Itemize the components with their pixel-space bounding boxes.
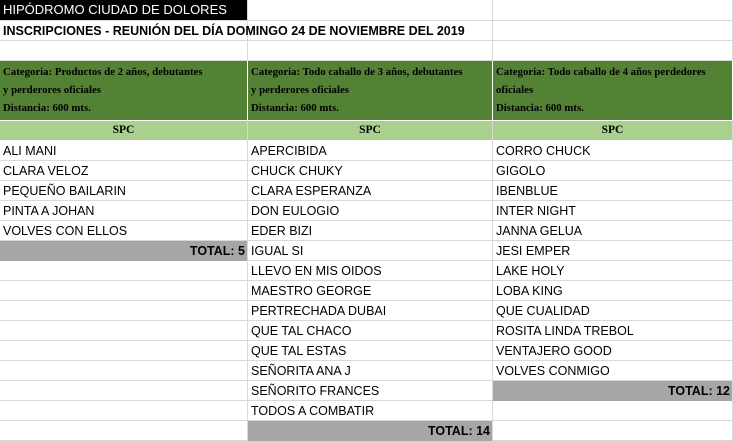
entry-cell[interactable]: CORRO CHUCK [496,144,591,158]
entry-cell[interactable]: VENTAJERO GOOD [496,344,612,358]
sheet-title[interactable]: HIPÓDROMO CIUDAD DE DOLORES [0,0,247,20]
entry-cell[interactable]: DON EULOGIO [251,204,340,218]
total-cell[interactable]: TOTAL: 14 [248,421,492,441]
category-line: Distancia: 600 mts. [3,102,91,114]
entry-cell[interactable]: PINTA A JOHAN [3,204,95,218]
entry-cell[interactable]: INTER NIGHT [496,204,576,218]
entry-cell[interactable]: QUE TAL CHACO [251,324,352,338]
entry-cell[interactable]: QUE TAL ESTAS [251,344,347,358]
spc-header-3[interactable]: SPC [493,121,733,140]
entry-cell[interactable]: LLEVO EN MIS OIDOS [251,264,382,278]
entry-cell[interactable]: ALI MANI [3,144,57,158]
entry-cell[interactable]: IBENBLUE [496,184,558,198]
entry-cell[interactable]: QUE CUALIDAD [496,304,590,318]
category-line: Categoria: Todo caballo de 3 años, debutantes [251,66,463,78]
category-header-1[interactable] [0,61,248,120]
entry-cell[interactable]: CHUCK CHUKY [251,164,343,178]
total-cell[interactable]: TOTAL: 12 [493,381,732,401]
entry-cell[interactable]: PERTRECHADA DUBAI [251,304,387,318]
total-cell[interactable]: TOTAL: 5 [0,241,247,261]
spc-header-1[interactable]: SPC [0,121,248,140]
entry-cell[interactable]: LAKE HOLY [496,264,565,278]
category-line: y perderores oficiales [251,84,349,96]
category-line: Categoria: Todo caballo de 4 años perdedores [496,66,706,78]
category-line: Distancia: 600 mts. [251,102,339,114]
category-line: Categoria: Productos de 2 años, debutantes [3,66,203,78]
entry-cell[interactable]: APERCIBIDA [251,144,327,158]
entry-cell[interactable]: JANNA GELUA [496,224,583,238]
entry-cell[interactable]: CLARA VELOZ [3,164,89,178]
entry-cell[interactable]: LOBA KING [496,284,563,298]
entry-cell[interactable]: SEÑORITA ANA J [251,364,351,378]
entry-cell[interactable]: SEÑORITO FRANCES [251,384,380,398]
category-line: oficiales [496,84,534,96]
category-line: Distancia: 600 mts. [496,102,584,114]
category-header-3[interactable] [493,61,733,120]
entry-cell[interactable]: IGUAL SI [251,244,304,258]
entry-cell[interactable]: CLARA ESPERANZA [251,184,372,198]
entry-cell[interactable]: PEQUEÑO BAILARIN [3,184,126,198]
entry-cell[interactable]: TODOS A COMBATIR [251,404,375,418]
entry-cell[interactable]: EDER BIZI [251,224,313,238]
entry-cell[interactable]: MAESTRO GEORGE [251,284,372,298]
entry-cell[interactable]: VOLVES CON ELLOS [3,224,128,238]
spc-header-2[interactable]: SPC [248,121,493,140]
sheet-subtitle[interactable]: INSCRIPCIONES - REUNIÓN DEL DÍA DOMINGO 24 DE NOVIEMBRE DEL 2019 [3,24,465,38]
entry-cell[interactable]: JESI EMPER [496,244,571,258]
entry-cell[interactable]: GIGOLO [496,164,546,178]
entry-cell[interactable]: VOLVES CONMIGO [496,364,610,378]
entry-cell[interactable]: ROSITA LINDA TREBOL [496,324,634,338]
category-header-2[interactable] [248,61,493,120]
category-line: y perderores oficiales [3,84,101,96]
